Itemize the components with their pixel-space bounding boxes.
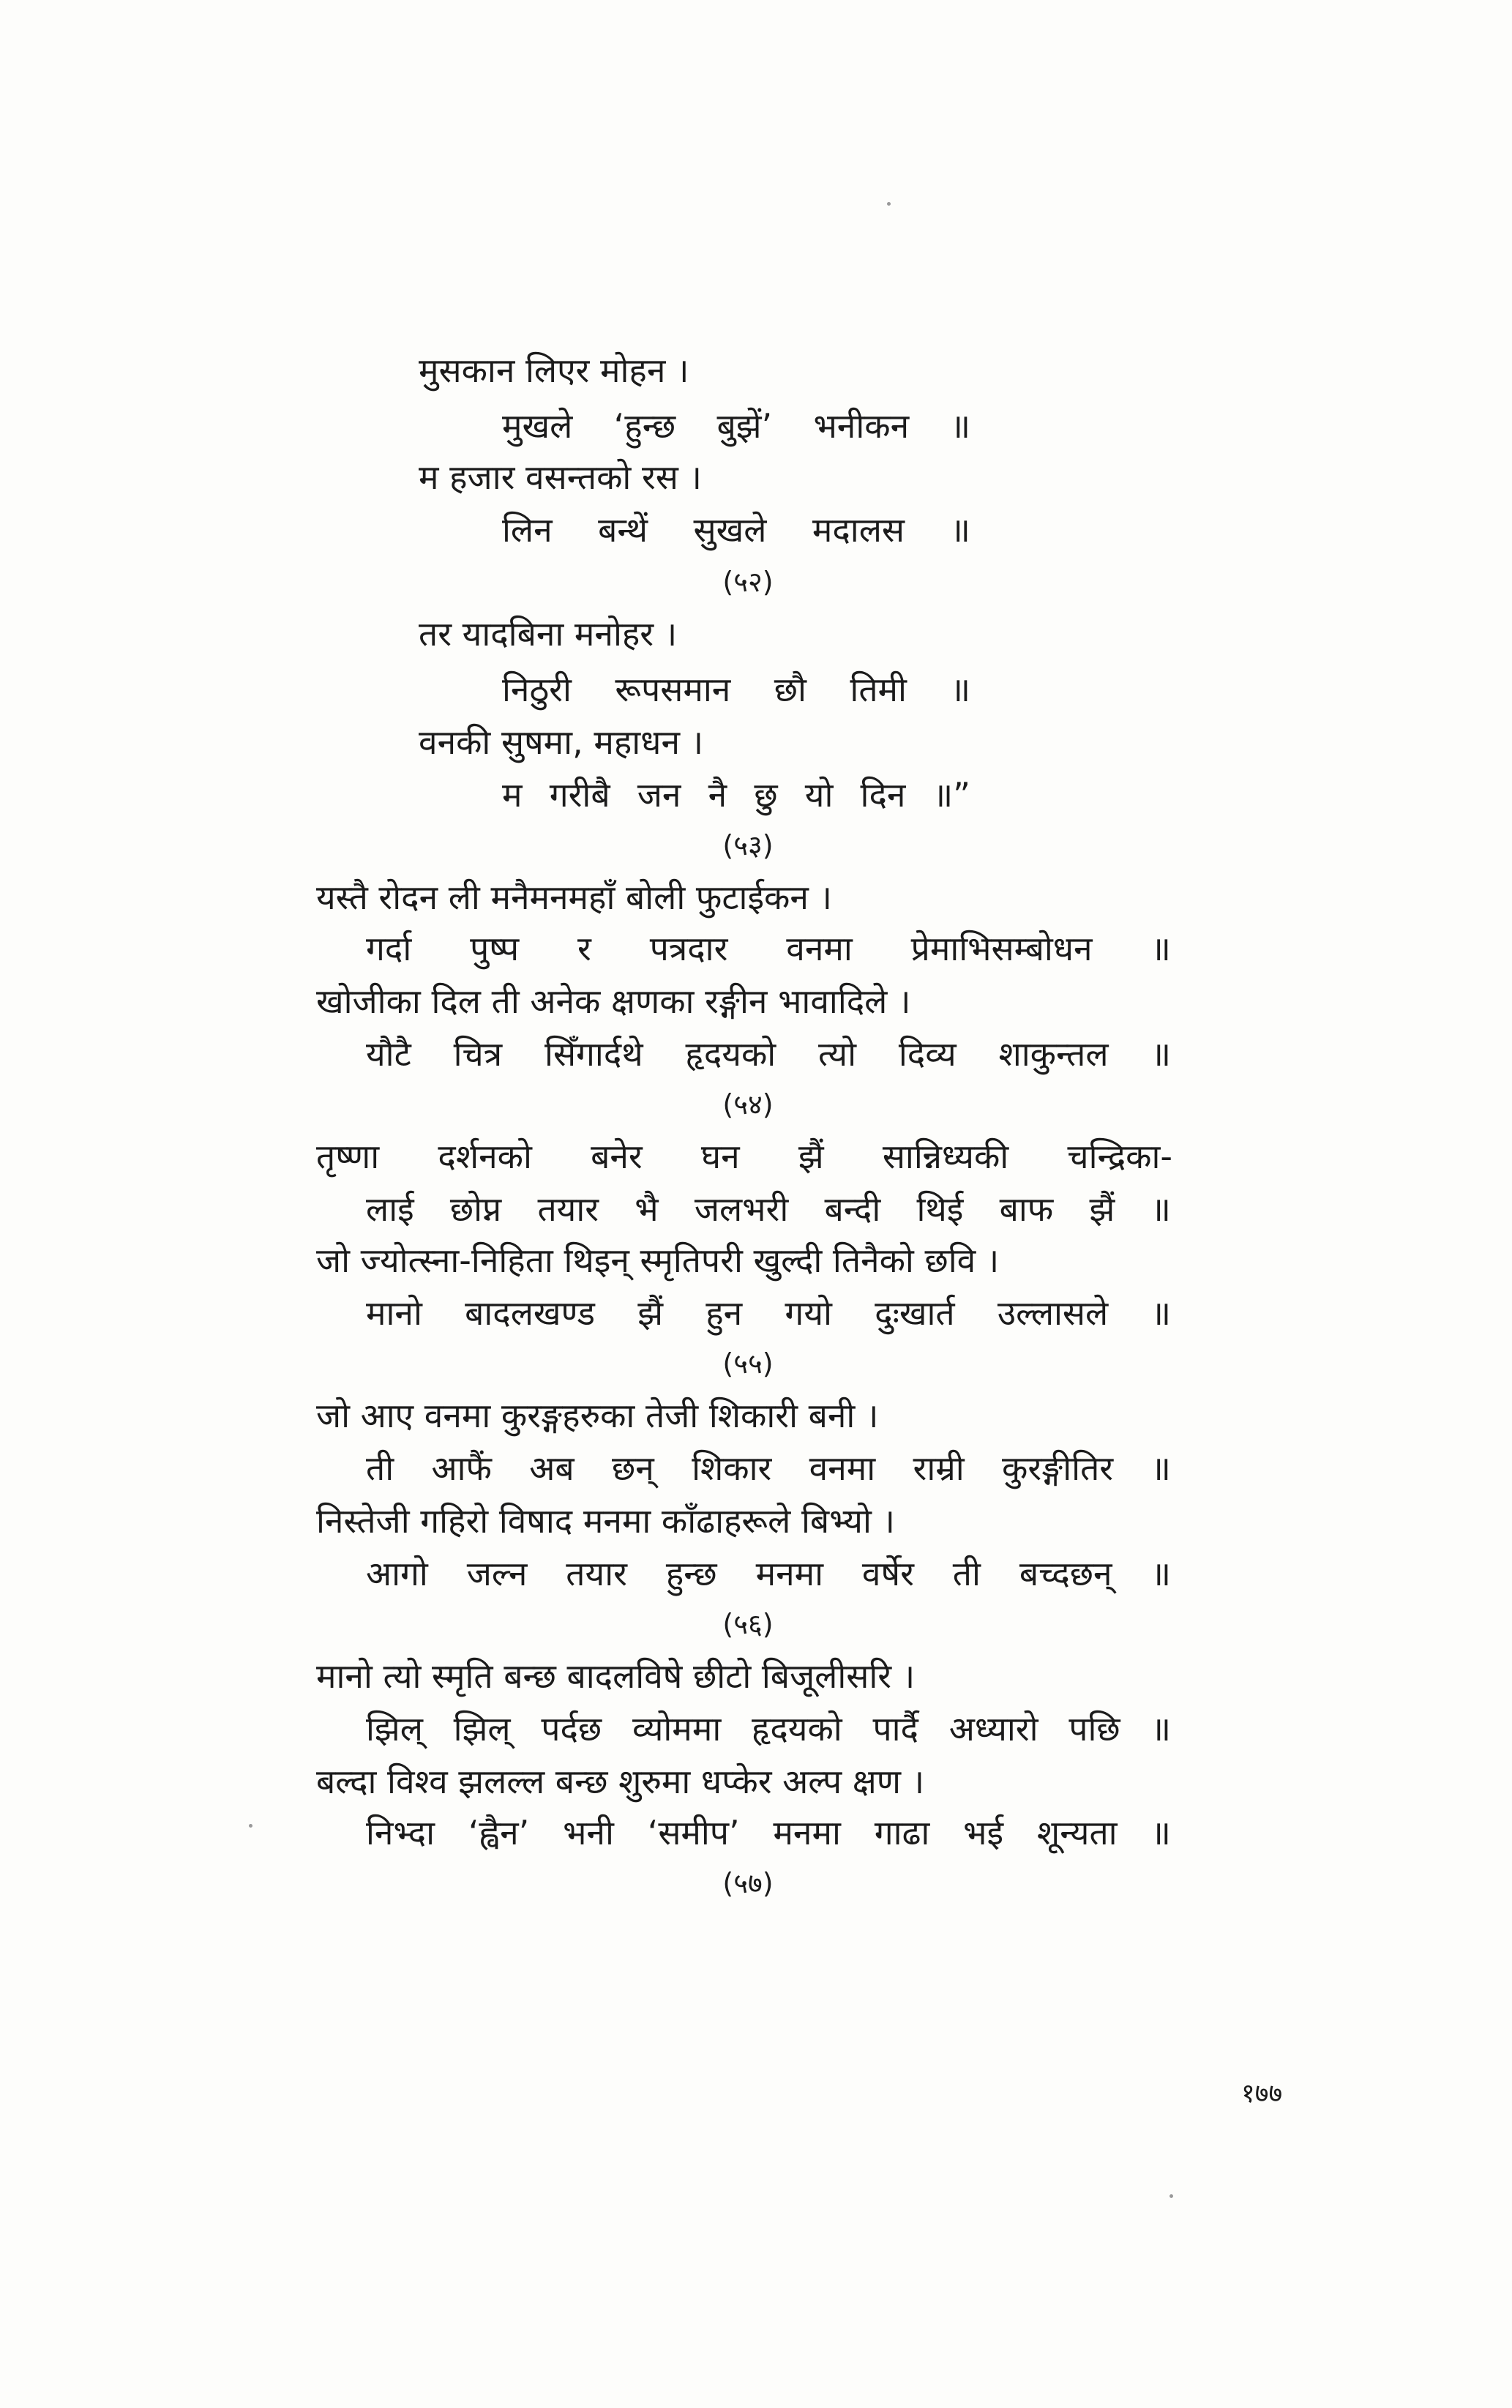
stanza-number: (५२) bbox=[722, 566, 774, 598]
verse-line: म गरीबै जन नै छु यो दिन ॥” bbox=[502, 775, 970, 815]
verse-line: खोजीका दिल ती अनेक क्षणका रङ्गीन भावादिले । bbox=[316, 981, 911, 1021]
verse-line: आगो जल्न तयार हुन्छ मनमा वर्षेर ती बच्दछन् ॥ bbox=[366, 1554, 1171, 1593]
scan-speck bbox=[1169, 2194, 1173, 2198]
stanza-number: (५६) bbox=[722, 1608, 774, 1640]
verse-line: तर यादबिना मनोहर । bbox=[419, 614, 678, 654]
verse-line: तृष्णा दर्शनको बनेर घन झैं सान्निध्यकी चन्द्रिका- bbox=[316, 1137, 1172, 1176]
verse-line: मुखले ‘हुन्छ बुझें’ भनीकन ॥ bbox=[502, 406, 970, 446]
verse-line: जो ज्योत्स्ना-निहिता थिइन् स्मृतिपरी खुल्दी तिनैको छवि । bbox=[316, 1241, 1000, 1280]
verse-line: झिल् झिल् पर्दछ व्योममा हृदयको पार्दै अध्यारो पछि ॥ bbox=[366, 1709, 1171, 1749]
scan-speck bbox=[249, 1824, 252, 1828]
verse-line: निठुरी रूपसमान छौ तिमी ॥ bbox=[502, 670, 970, 709]
verse-line: ती आफैं अब छन् शिकार वनमा राम्री कुरङ्गीतिर ॥ bbox=[366, 1448, 1171, 1488]
verse-line: लाई छोप्न तयार भै जलभरी बन्दी थिई बाफ झैं ॥ bbox=[366, 1189, 1171, 1229]
verse-line: मुसकान लिएर मोहन । bbox=[419, 351, 689, 390]
stanza-number: (५३) bbox=[722, 829, 774, 861]
verse-line: यौटै चित्र सिँगार्दथे हृदयको त्यो दिव्य शाकुन्तल ॥ bbox=[366, 1034, 1171, 1074]
verse-line: निभ्दा ‘ह्वैन’ भनी ‘समीप’ मनमा गाढा भई शून्यता ॥ bbox=[366, 1813, 1171, 1852]
verse-line: निस्तेजी गहिरो विषाद मनमा काँढाहरूले बिभ्यो । bbox=[316, 1501, 895, 1541]
page-number: १७७ bbox=[1241, 2079, 1283, 2109]
verse-line: लिन बन्थें सुखले मदालस ॥ bbox=[502, 510, 970, 550]
stanza-number: (५४) bbox=[722, 1088, 774, 1121]
verse-line: म हजार वसन्तको रस । bbox=[419, 457, 702, 497]
stanza-number: (५७) bbox=[722, 1867, 774, 1899]
verse-line: मानो त्यो स्मृति बन्छ बादलविषे छीटो बिजूलीसरि । bbox=[316, 1656, 916, 1696]
verse-line: मानो बादलखण्ड झैं हुन गयो दुःखार्त उल्लासले ॥ bbox=[366, 1293, 1171, 1333]
verse-line: यस्तै रोदन ली मनैमनमहाँ बोली फुटाईकन । bbox=[316, 878, 832, 917]
verse-line: गर्दा पुष्प र पत्रदार वनमा प्रेमाभिसम्बोधन ॥ bbox=[366, 929, 1171, 968]
verse-line: वनकी सुषमा, महाधन । bbox=[419, 722, 704, 762]
stanza-number: (५५) bbox=[722, 1347, 774, 1380]
verse-line: बल्दा विश्व झलल्ल बन्छ शुरुमा धप्केर अल्प क्षण । bbox=[316, 1762, 925, 1801]
scan-speck bbox=[887, 202, 891, 206]
verse-line: जो आए वनमा कुरङ्गहरुका तेजी शिकारी बनी । bbox=[316, 1396, 879, 1435]
